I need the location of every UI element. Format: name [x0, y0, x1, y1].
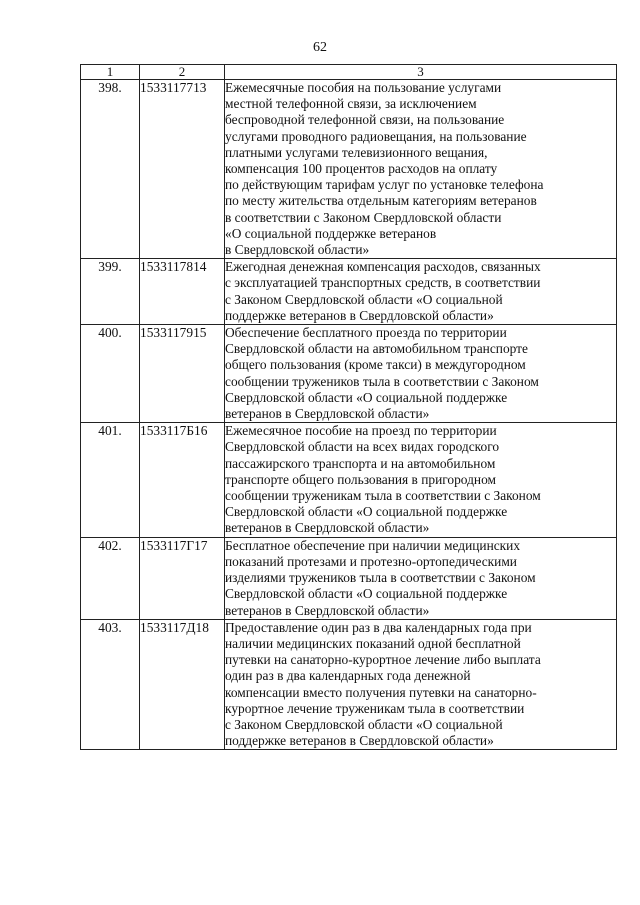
table-row — [81, 325, 617, 423]
description-line: в соответствии с Законом Свердловской области — [225, 209, 502, 225]
description-line: Свердловской области «О социальной поддержке — [225, 504, 508, 520]
column-header-number: 1 — [81, 65, 140, 80]
expense-description — [225, 80, 617, 259]
expense-description — [225, 259, 617, 325]
expense-description — [225, 325, 617, 423]
description-line: Предоставление один раз в два календарных года при — [225, 619, 532, 635]
expense-description — [225, 537, 617, 619]
description-line: Ежемесячные пособия на пользование услугами — [225, 80, 502, 95]
description-line: с Законом Свердловской области «О социальной — [225, 291, 503, 307]
description-line: компенсации вместо получения путевки на санаторно- — [225, 684, 537, 700]
budget-code: 1533117Г17 — [140, 537, 225, 619]
table-row — [81, 537, 617, 619]
description-line: сообщении труженикам тыла в соответствии с Законом — [225, 488, 541, 504]
description-line: с Законом Свердловской области «О социальной — [225, 716, 503, 732]
column-header-code: 2 — [140, 65, 225, 80]
budget-code: 1533117713 — [140, 80, 225, 259]
description-line: беспроводной телефонной связи, на пользование — [225, 112, 505, 128]
description-line: платными услугами телевизионного вещания, — [225, 144, 488, 160]
row-number: 402. — [81, 537, 140, 619]
description-line: сообщении тружеников тыла в соответствии с Законом — [225, 373, 539, 389]
table-row — [81, 259, 617, 325]
description-line: в Свердловской области» — [225, 242, 370, 258]
budget-codes-table — [80, 64, 617, 750]
budget-code: 1533117915 — [140, 325, 225, 423]
description-line: местной телефонной связи, за исключением — [225, 96, 477, 112]
table-header-row — [81, 65, 617, 80]
description-line: общего пользования (кроме такси) в междугородном — [225, 357, 526, 373]
description-line: Ежегодная денежная компенсация расходов, связанных — [225, 259, 541, 275]
expense-description — [225, 619, 617, 750]
description-line: компенсация 100 процентов расходов на оплату — [225, 161, 498, 177]
description-line: Обеспечение бесплатного проезда по территории — [225, 325, 507, 341]
expense-description — [225, 423, 617, 537]
description-line: Бесплатное обеспечение при наличии медицинских — [225, 537, 521, 553]
page-number: 62 — [313, 40, 327, 55]
description-line: пассажирского транспорта и на автомобильном — [225, 455, 496, 471]
description-line: услугами проводного радиовещания, на пользование — [225, 128, 527, 144]
row-number: 398. — [81, 80, 140, 259]
table-body — [81, 80, 617, 750]
description-line: по действующим тарифам услуг по установке телефона — [225, 177, 544, 193]
description-line: Свердловской области «О социальной поддержке — [225, 586, 508, 602]
description-line: поддержке ветеранов в Свердловской области» — [225, 307, 494, 323]
description-line: ветеранов в Свердловской области» — [225, 520, 430, 536]
budget-code: 1533117Д18 — [140, 619, 225, 750]
description-line: один раз в два календарных года денежной — [225, 668, 471, 684]
description-line: Свердловской области на автомобильном транспорте — [225, 341, 528, 357]
description-line: показаний протезами и протезно-ортопедическими — [225, 553, 517, 569]
row-number: 403. — [81, 619, 140, 750]
description-line: наличии медицинских показаний одной бесплатной — [225, 635, 521, 651]
row-number: 399. — [81, 259, 140, 325]
description-line: поддержке ветеранов в Свердловской области» — [225, 733, 494, 749]
description-line: «О социальной поддержке ветеранов — [225, 225, 437, 241]
budget-code: 1533117814 — [140, 259, 225, 325]
description-line: курортное лечение труженикам тыла в соответствии — [225, 700, 525, 716]
row-number: 400. — [81, 325, 140, 423]
description-line: транспорте общего пользования в пригородном — [225, 471, 497, 487]
description-line: Свердловской области «О социальной поддержке — [225, 389, 508, 405]
description-line: ветеранов в Свердловской области» — [225, 602, 430, 618]
table-row — [81, 423, 617, 537]
budget-code: 1533117Б16 — [140, 423, 225, 537]
table-row — [81, 619, 617, 750]
description-line: Ежемесячное пособие на проезд по территории — [225, 423, 497, 439]
description-line: с эксплуатацией транспортных средств, в соответствии — [225, 275, 541, 291]
table-row — [81, 80, 617, 259]
description-line: изделиями тружеников тыла в соответствии с Законом — [225, 570, 536, 586]
description-line: путевки на санаторно-курортное лечение либо выплата — [225, 652, 541, 668]
description-line: ветеранов в Свердловской области» — [225, 406, 430, 422]
description-line: Свердловской области на всех видах городского — [225, 439, 500, 455]
column-header-description: 3 — [225, 65, 617, 80]
description-line: по месту жительства отдельным категориям ветеранов — [225, 193, 537, 209]
row-number: 401. — [81, 423, 140, 537]
